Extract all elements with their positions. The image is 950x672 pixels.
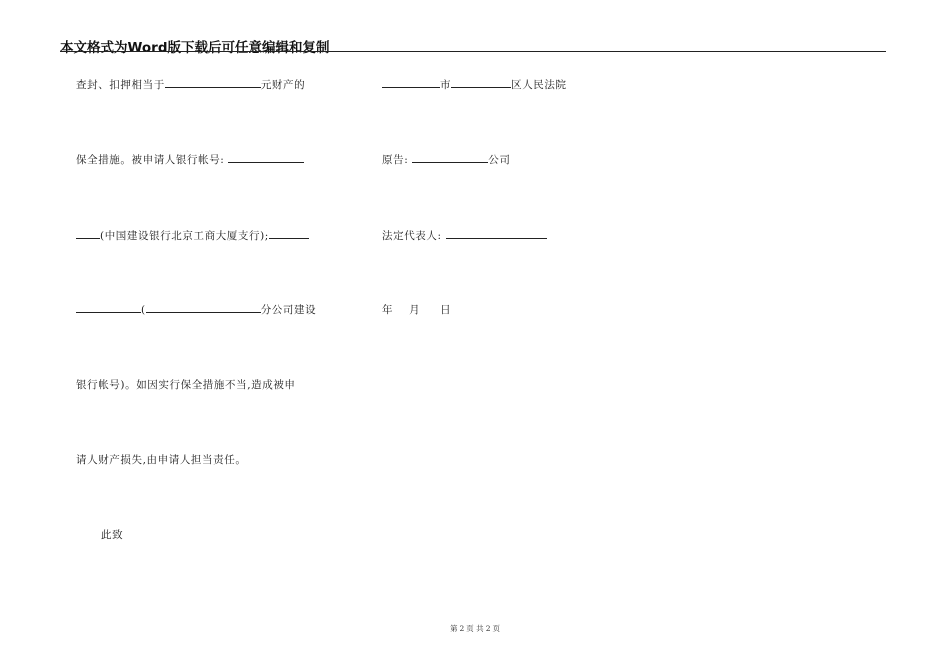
left-line-4 xyxy=(76,303,316,317)
page-suffix: 页 xyxy=(492,624,500,633)
account-label: 保全措施。被申请人银行帐号: xyxy=(76,154,225,166)
page-current: 2 xyxy=(459,624,465,633)
date-day: 日 xyxy=(440,304,452,316)
legal-rep-line xyxy=(382,229,547,243)
district-blank xyxy=(451,78,511,88)
branch-blank-2 xyxy=(146,303,261,313)
liability-text-2: 请人财产损失,由申请人担当责任。 xyxy=(76,454,247,466)
bank-blank-2 xyxy=(269,229,309,239)
legal-rep-label: 法定代表人: xyxy=(382,230,442,242)
closing-text: 此致 xyxy=(101,529,124,541)
header-divider xyxy=(60,51,886,52)
company-text: 公司 xyxy=(488,154,511,166)
property-text: 元财产的 xyxy=(260,79,306,91)
plaintiff-line xyxy=(382,153,511,167)
branch-blank-1 xyxy=(76,303,141,313)
date-month: 月 xyxy=(409,304,421,316)
branch-text: 分公司建设 xyxy=(260,304,317,316)
city-text: 市 xyxy=(440,79,452,91)
court-text: 区人民法院 xyxy=(511,79,567,91)
city-blank xyxy=(382,78,440,88)
date-year: 年 xyxy=(382,304,394,316)
paren-open: ( xyxy=(141,304,146,316)
bank-name-text: (中国建设银行北京工商大厦支行); xyxy=(100,230,269,242)
court-line xyxy=(382,78,567,92)
closing-salutation xyxy=(101,528,123,542)
plaintiff-blank xyxy=(412,153,488,163)
page-number xyxy=(0,623,950,634)
liability-text-1: 银行帐号)。如因实行保全措施不当,造成被申 xyxy=(76,379,296,391)
date-line xyxy=(382,303,451,317)
page-mid: 页 共 xyxy=(466,624,484,633)
legal-rep-blank xyxy=(446,229,547,239)
amount-blank xyxy=(165,78,261,88)
left-line-6 xyxy=(76,453,246,467)
account-blank xyxy=(228,153,304,163)
left-line-2 xyxy=(76,153,304,167)
page-prefix: 第 xyxy=(450,624,458,633)
left-line-5 xyxy=(76,378,296,392)
left-line-3 xyxy=(76,229,309,243)
document-header: 本文格式为Word版下载后可任意编辑和复制 xyxy=(60,40,330,56)
page-total: 2 xyxy=(485,624,491,633)
plaintiff-label: 原告: xyxy=(382,154,409,166)
left-line-1 xyxy=(76,78,305,92)
seizure-text: 查封、扣押相当于 xyxy=(76,79,165,91)
bank-blank-1 xyxy=(76,229,100,239)
